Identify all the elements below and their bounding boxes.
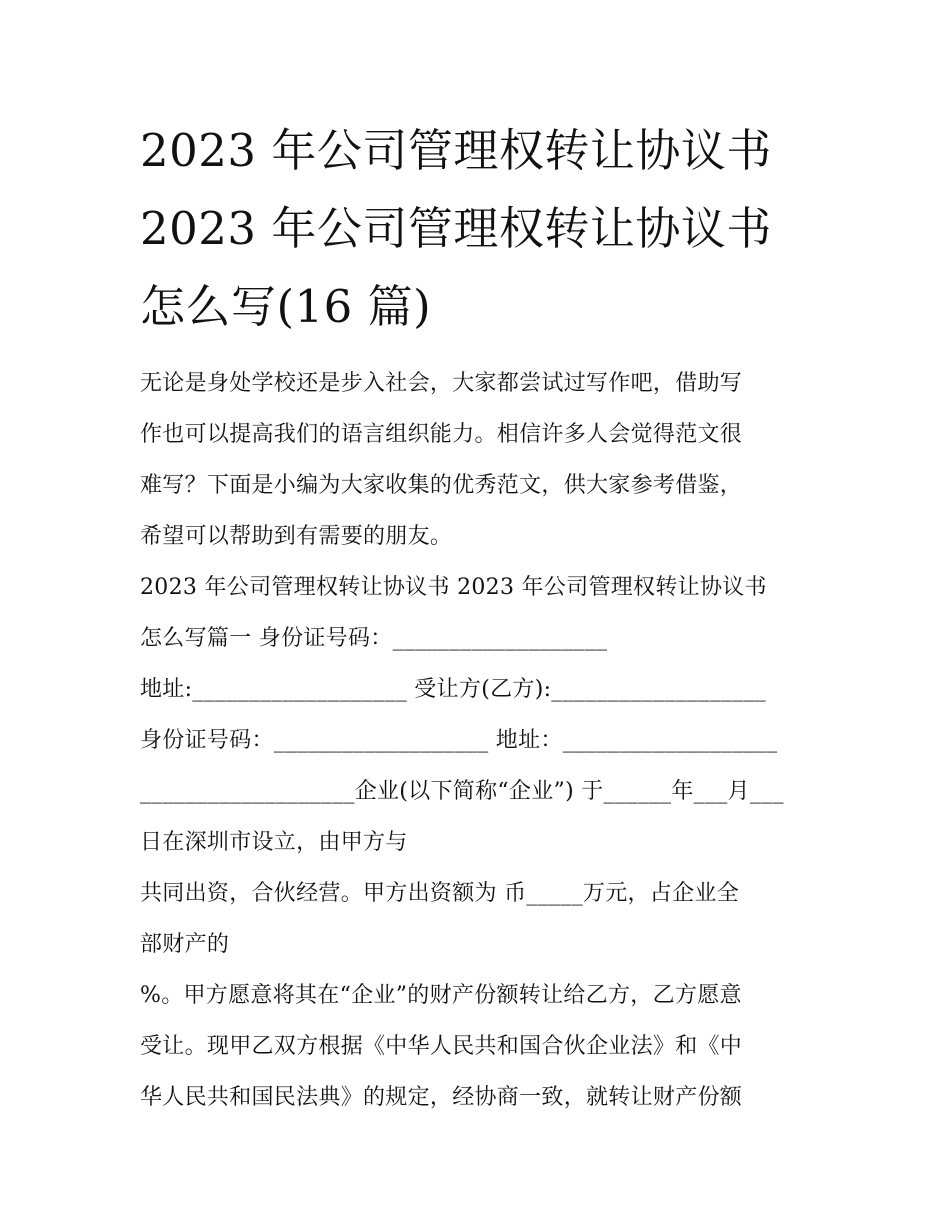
body-line: ___________________企业(以下简称“企业”) 于______年___月___ bbox=[140, 779, 784, 804]
title-line: 2023 年公司管理权转让协议书 bbox=[140, 124, 772, 177]
body-line: 地址:___________________ 受让方(乙方):___________________ bbox=[140, 677, 766, 702]
body-line: 身份证号码：___________________ 地址：___________________ bbox=[140, 728, 778, 753]
body-line: %。甲方愿意将其在“企业”的财产份额转让给乙方，乙方愿意 bbox=[140, 983, 742, 1008]
title-line: 怎么写(16 篇) bbox=[140, 280, 432, 333]
body-line: 日在深圳市设立，由甲方与 bbox=[140, 830, 408, 855]
title-line: 2023 年公司管理权转让协议书 bbox=[140, 202, 772, 255]
body-line: 部财产的 bbox=[140, 932, 230, 957]
body-line: 怎么写篇一 身份证号码：___________________ bbox=[140, 626, 608, 651]
body-line: 受让。现甲乙双方根据《中华人民共和国合伙企业法》和《中 bbox=[140, 1034, 743, 1059]
document-body bbox=[140, 358, 830, 1123]
body-line: 共同出资，合伙经营。甲方出资额为 币_____万元，占企业全 bbox=[140, 881, 739, 906]
body-line: 无论是身处学校还是步入社会，大家都尝试过写作吧，借助写 bbox=[140, 371, 743, 396]
body-line: 难写？下面是小编为大家收集的优秀范文，供大家参考借鉴， bbox=[140, 473, 743, 498]
document-title bbox=[140, 112, 830, 346]
body-line: 作也可以提高我们的语言组织能力。相信许多人会觉得范文很 bbox=[140, 422, 743, 447]
body-line: 希望可以帮助到有需要的朋友。 bbox=[140, 524, 453, 549]
body-line: 2023 年公司管理权转让协议书 2023 年公司管理权转让协议书 bbox=[140, 575, 767, 600]
body-line: 华人民共和国民法典》的规定，经协商一致，就转让财产份额 bbox=[140, 1085, 743, 1110]
